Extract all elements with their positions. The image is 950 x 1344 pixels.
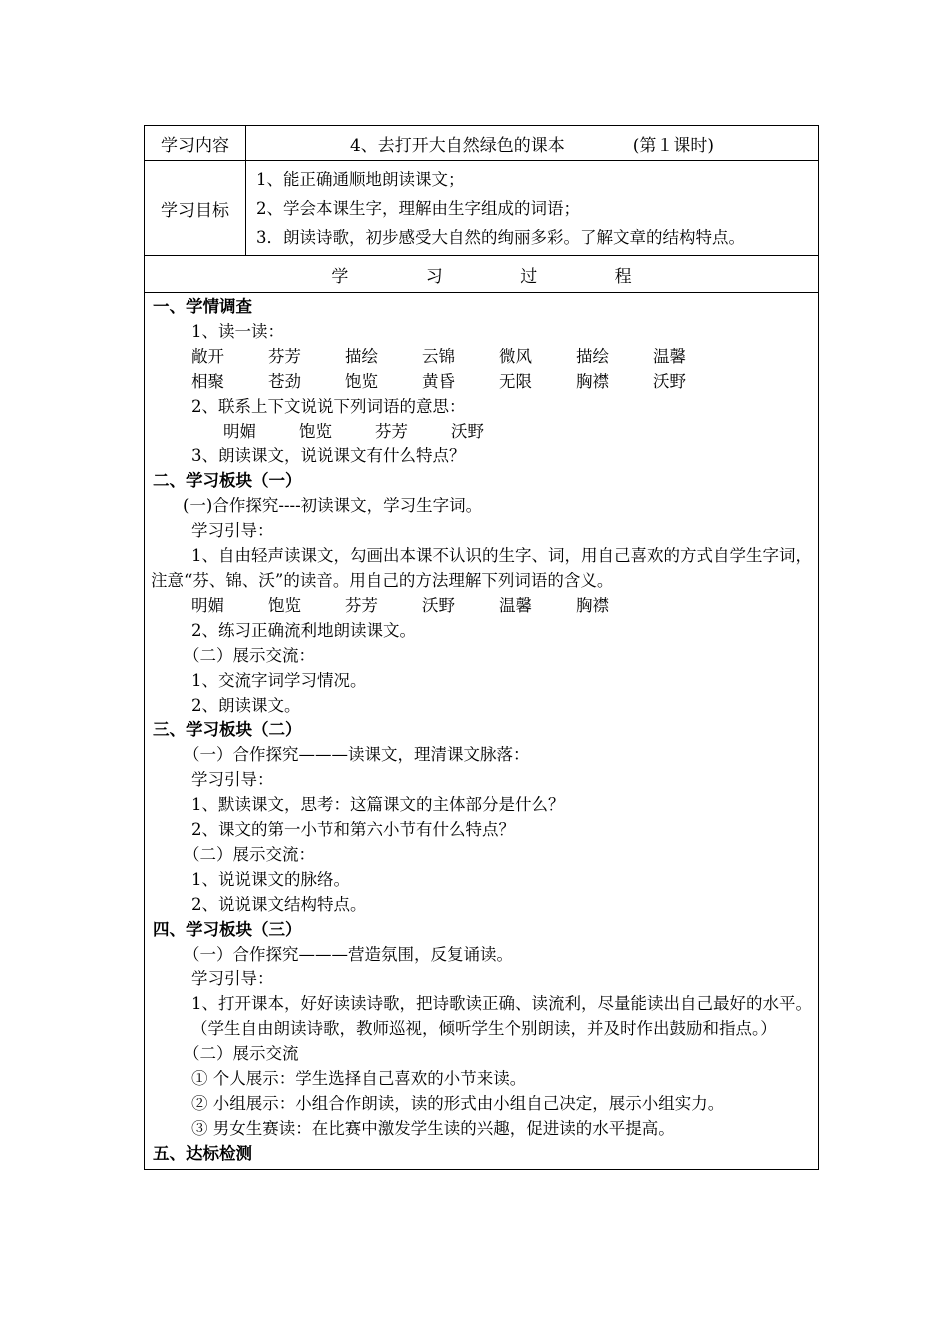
word-list xyxy=(151,370,812,395)
section-heading: 五、达标检测 xyxy=(153,1143,252,1163)
guide-label: 学习引导： xyxy=(191,770,274,790)
word: 胸襟 xyxy=(576,371,609,391)
subsection-heading: （二）展示交流 xyxy=(183,1044,299,1064)
lesson-title: 4、去打开大自然绿色的课本 xyxy=(349,135,565,156)
list-item: ③ 男女生赛读：在比赛中激发学生读的兴趣，促进读的水平提高。 xyxy=(191,1118,675,1138)
word: 描绘 xyxy=(576,346,609,366)
lesson-plan-table xyxy=(144,125,819,1170)
word: 饱览 xyxy=(268,595,301,615)
word: 相聚 xyxy=(191,371,224,391)
word: 微风 xyxy=(499,346,532,366)
word: 胸襟 xyxy=(576,595,609,615)
question: 3、朗读课文，说说课文有什么特点？ xyxy=(191,446,466,466)
process-heading: 学 习 过 程 xyxy=(145,256,819,293)
word: 黄昏 xyxy=(422,371,455,391)
subsection-heading: （二）展示交流： xyxy=(183,844,315,864)
word: 饱览 xyxy=(299,421,332,441)
word-list xyxy=(151,420,812,445)
word: 描绘 xyxy=(345,346,378,366)
subsection-heading: （二）展示交流： xyxy=(183,645,315,665)
word: 芬芳 xyxy=(375,421,408,441)
word-list xyxy=(151,345,812,370)
word: 温馨 xyxy=(499,595,532,615)
goal-item: 1、能正确通顺地朗读课文； xyxy=(256,169,465,189)
word: 敞开 xyxy=(191,346,224,366)
paragraph: 2、练习正确流利地朗读课文。 xyxy=(191,620,416,640)
word: 饱览 xyxy=(345,371,378,391)
subsection-heading: （一）合作探究———读课文，理清课文脉落： xyxy=(183,745,530,765)
goal-item: 2、学会本课生字，理解由生字组成的词语； xyxy=(256,198,580,218)
question: 1、读一读： xyxy=(191,321,284,341)
body-row xyxy=(145,293,819,1170)
subsection-heading: (一)合作探究----初读课文，学习生字词。 xyxy=(183,496,483,516)
subsection-heading: （一）合作探究———营造氛围，反复诵读。 xyxy=(183,944,513,964)
paragraph: 2、课文的第一小节和第六小节有什么特点？ xyxy=(191,820,515,840)
content-row xyxy=(145,126,819,161)
paragraph: （学生自由朗读诗歌，教师巡视，倾听学生个别朗读，并及时作出鼓励和指点。） xyxy=(191,1019,777,1039)
word: 无限 xyxy=(499,371,532,391)
process-body xyxy=(145,293,819,1170)
section-heading: 二、学习板块（一） xyxy=(153,471,302,491)
lesson-title-cell xyxy=(246,126,819,161)
paragraph: 1、默读课文，思考：这篇课文的主体部分是什么？ xyxy=(191,795,565,815)
word: 温馨 xyxy=(653,346,686,366)
guide-label: 学习引导： xyxy=(191,521,274,541)
paragraph: 2、朗读课文。 xyxy=(191,695,301,715)
paragraph: 2、说说课文结构特点。 xyxy=(191,894,367,914)
paragraph: 1、说说课文的脉络。 xyxy=(191,869,350,889)
list-item: ① 个人展示：学生选择自己喜欢的小节来读。 xyxy=(191,1069,527,1089)
lesson-period: (第１课时) xyxy=(632,135,715,156)
word: 芬芳 xyxy=(268,346,301,366)
content-label: 学习内容 xyxy=(145,126,246,161)
word-list xyxy=(151,594,812,619)
goal-item: 3．朗读诗歌，初步感受大自然的绚丽多彩。了解文章的结构特点。 xyxy=(256,227,745,247)
section-heading: 四、学习板块（三） xyxy=(153,919,302,939)
goals-row xyxy=(145,161,819,256)
word: 芬芳 xyxy=(345,595,378,615)
word: 明媚 xyxy=(191,595,224,615)
word: 沃野 xyxy=(451,421,484,441)
question: 2、联系上下文说说下列词语的意思： xyxy=(191,396,466,416)
word: 云锦 xyxy=(422,346,455,366)
paragraph: 1、交流字词学习情况。 xyxy=(191,670,367,690)
guide-label: 学习引导： xyxy=(191,969,274,989)
word: 沃野 xyxy=(422,595,455,615)
word: 沃野 xyxy=(653,371,686,391)
list-item: ② 小组展示：小组合作朗读，读的形式由小组自己决定，展示小组实力。 xyxy=(191,1094,725,1113)
paragraph: 1、打开课本，好好读读诗歌，把诗歌读正确、读流利，尽量能读出自己最好的水平。 xyxy=(191,994,812,1014)
word: 苍劲 xyxy=(268,371,301,391)
goals-label: 学习目标 xyxy=(145,161,246,256)
process-row xyxy=(145,256,819,293)
section-heading: 一、学情调查 xyxy=(153,297,252,316)
paragraph: 1、自由轻声读课文，勾画出本课不认识的生字、词，用自己喜欢的方式自学生字词，注意“芬、锦、沃”的读音。用自己的方法理解下列词语的含义。 xyxy=(151,546,812,590)
word: 明媚 xyxy=(223,421,256,441)
lesson-plan-sheet xyxy=(144,125,819,1170)
goals-list xyxy=(246,161,819,256)
section-heading: 三、学习板块（二） xyxy=(153,720,302,740)
